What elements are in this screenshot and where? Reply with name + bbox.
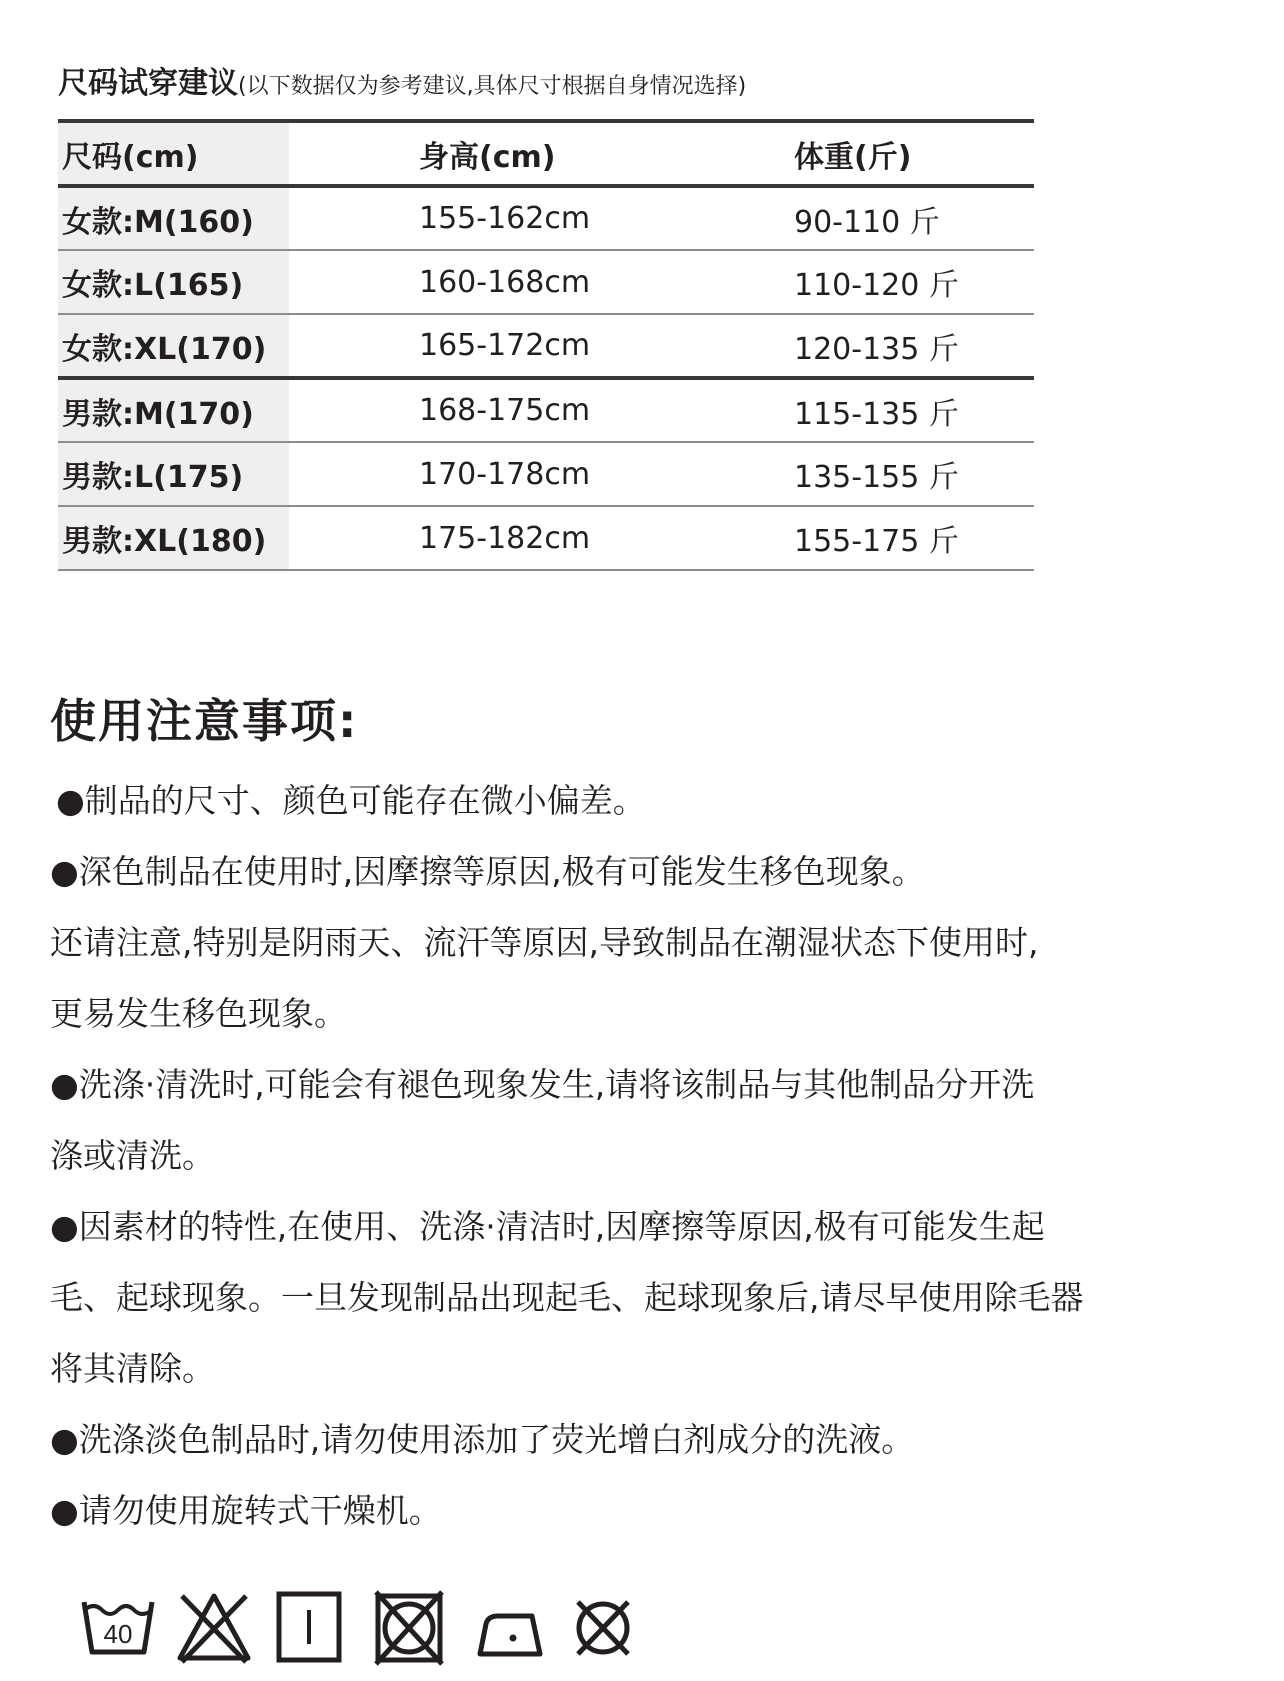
height-cell: 168-175cm [289,378,794,442]
note-line: ●洗涤淡色制品时,请勿使用添加了荧光增白剂成分的洗液。 [50,1420,915,1459]
note-line: ●深色制品在使用时,因摩擦等原因,极有可能发生移色现象。 [50,852,925,891]
table-header-row [58,121,1034,186]
size-cell: 女款:L(165) [58,250,289,314]
height-cell: 175-182cm [289,506,794,570]
height-cell: 165-172cm [289,314,794,378]
size-cell: 男款:XL(180) [58,506,289,570]
height-cell: 160-168cm [289,250,794,314]
note-line: ●请勿使用旋转式干燥机。 [50,1491,442,1530]
height-cell: 170-178cm [289,442,794,506]
table-row [58,250,1034,314]
weight-cell: 155-175 斤 [794,506,1034,570]
do-not-tumble-dry-icon [372,1588,446,1668]
height-cell: 155-162cm [289,186,794,250]
weight-cell: 90-110 斤 [794,186,1034,250]
note-line: ●洗涤·清洗时,可能会有褪色现象发生,请将该制品与其他制品分开洗 [50,1065,1035,1104]
wash-temp-label: 40 [103,1619,133,1649]
table-row [58,442,1034,506]
size-cell: 女款:M(160) [58,186,289,250]
column-header-size: 尺码(cm) [58,121,289,186]
note-line: 更易发生移色现象。 [50,994,347,1033]
note-line: 将其清除。 [50,1349,215,1388]
note-line: 还请注意,特别是阴雨天、流汗等原因,导致制品在潮湿状态下使用时, [50,923,1039,962]
note-line: 毛、起球现象。一旦发现制品出现起毛、起球现象后,请尽早使用除毛器 [50,1278,1084,1317]
table-row [58,506,1034,570]
size-cell: 男款:M(170) [58,378,289,442]
column-header-weight: 体重(斤) [794,121,1034,186]
care-icons [78,1588,638,1668]
weight-cell: 120-135 斤 [794,314,1034,378]
size-cell: 女款:XL(170) [58,314,289,378]
size-guide-header [58,58,746,102]
size-table [58,119,1034,571]
table-row [58,378,1034,442]
size-guide-note: (以下数据仅为参考建议,具体尺寸根据自身情况选择) [238,74,747,99]
wash-40-icon [78,1588,158,1668]
size-guide-title: 尺码试穿建议 [58,66,238,101]
iron-low-icon [474,1588,552,1668]
usage-notes-title: 使用注意事项: [50,694,359,748]
weight-cell: 115-135 斤 [794,378,1034,442]
size-cell: 男款:L(175) [58,442,289,506]
column-header-height: 身高(cm) [289,121,794,186]
line-dry-icon [274,1588,344,1668]
do-not-dry-clean-icon [568,1588,638,1668]
note-line: 涤或清洗。 [50,1136,215,1175]
note-line: ●制品的尺寸、颜色可能存在微小偏差。 [56,781,646,820]
table-row [58,186,1034,250]
do-not-bleach-icon [174,1588,254,1668]
note-line: ●因素材的特性,在使用、洗涤·清洁时,因摩擦等原因,极有可能发生起 [50,1207,1045,1246]
table-row [58,314,1034,378]
weight-cell: 135-155 斤 [794,442,1034,506]
weight-cell: 110-120 斤 [794,250,1034,314]
usage-notes [50,765,1250,1546]
